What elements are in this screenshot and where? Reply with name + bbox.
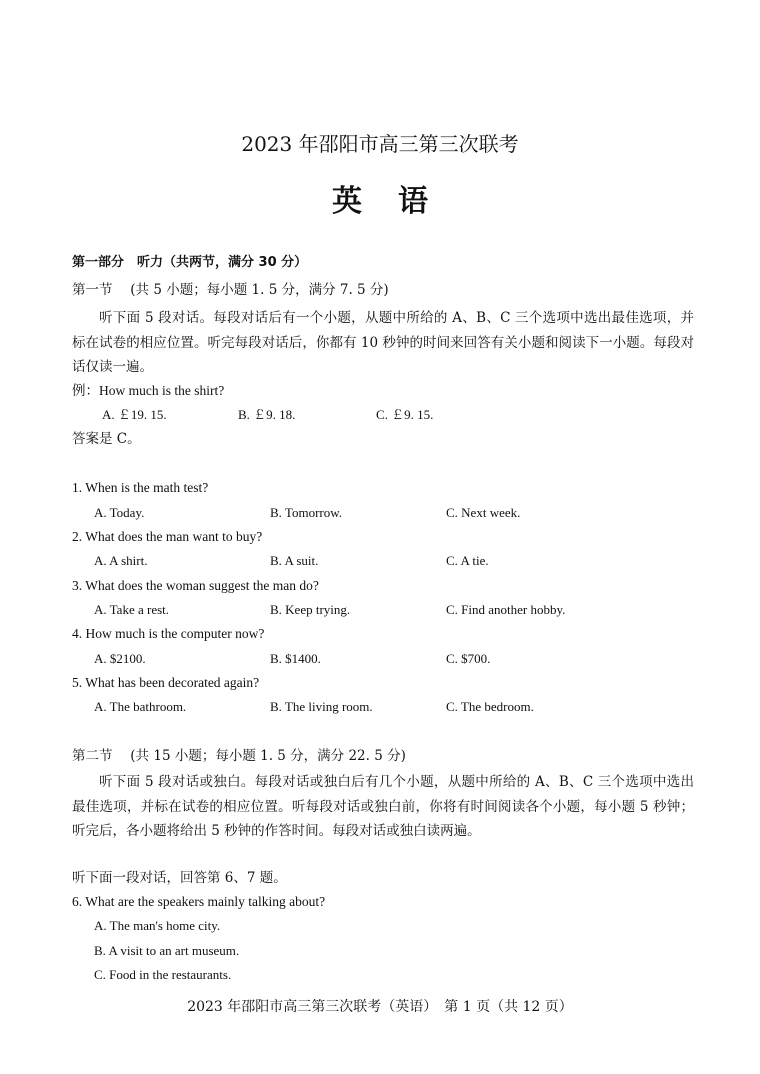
question-1-option-a: A. Today.	[94, 505, 145, 520]
section1-heading: 第一节 (共 5 小题；每小题 1. 5 分，满分 7. 5 分)	[72, 282, 389, 298]
question-4: 4. How much is the computer now?	[72, 626, 265, 641]
conversation-lead: 听下面一段对话，回答第 6、7 题。	[72, 870, 287, 886]
question-4-option-b: B. $1400.	[270, 651, 321, 666]
question-2-option-c: C. A tie.	[446, 553, 489, 568]
question-4-option-c: C. $700.	[446, 651, 491, 666]
question-1-option-c: C. Next week.	[446, 505, 521, 520]
example-option-c: C. ￡9. 15.	[376, 407, 434, 422]
question-3-option-a: A. Take a rest.	[94, 602, 170, 617]
question-5: 5. What has been decorated again?	[72, 675, 260, 690]
question-2: 2. What does the man want to buy?	[72, 529, 263, 544]
question-1-option-b: B. Tomorrow.	[270, 505, 343, 520]
subject-title: 英语	[332, 184, 464, 219]
exam-title: 2023 年邵阳市高三第三次联考	[241, 132, 519, 156]
question-4-option-a: A. $2100.	[94, 651, 146, 666]
question-3: 3. What does the woman suggest the man do?	[72, 578, 319, 593]
part1-heading: 第一部分 听力（共两节，满分 30 分）	[72, 255, 308, 270]
example-option-a: A. ￡19. 15.	[102, 407, 167, 422]
page-footer: 2023 年邵阳市高三第三次联考（英语） 第 1 页（共 12 页）	[187, 999, 573, 1015]
question-6: 6. What are the speakers mainly talking about?	[72, 894, 326, 909]
question-5-option-b: B. The living room.	[270, 699, 373, 714]
question-3-option-c: C. Find another hobby.	[446, 602, 566, 617]
example-answer: 答案是 C。	[72, 431, 141, 447]
question-1: 1. When is the math test?	[72, 480, 209, 495]
question-6-option-a: A. The man's home city.	[94, 918, 221, 933]
question-6-option-b: B. A visit to an art museum.	[94, 943, 240, 958]
section1-instructions: 听下面 5 段对话。每段对话后有一个小题，从题中所给的 A、B、C 三个选项中选出最佳选项，并标在试卷的相应位置。听完每段对话后，你都有 10 秒钟的时间来回答有关小题和阅读下一小题。每段对话仅读一遍。	[72, 310, 694, 375]
section2-heading: 第二节 (共 15 小题；每小题 1. 5 分，满分 22. 5 分)	[72, 748, 406, 764]
example-question: 例：How much is the shirt?	[72, 383, 225, 398]
section2-instructions: 听下面 5 段对话或独白。每段对话或独白后有几个小题，从题中所给的 A、B、C 三个选项中选出最佳选项，并标在试卷的相应位置。听每段对话或独白前，你将有时间阅读各个小题，每小题 5 秒钟；听完后，各小题将给出 5 秒钟的作答时间。每段对话或独白读两遍。	[72, 774, 694, 839]
question-2-option-b: B. A suit.	[270, 553, 319, 568]
question-3-option-b: B. Keep trying.	[270, 602, 351, 617]
example-option-b: B. ￡9. 18.	[238, 407, 296, 422]
question-5-option-a: A. The bathroom.	[94, 699, 187, 714]
question-2-option-a: A. A shirt.	[94, 553, 148, 568]
question-5-option-c: C. The bedroom.	[446, 699, 534, 714]
question-6-option-c: C. Food in the restaurants.	[94, 967, 232, 982]
